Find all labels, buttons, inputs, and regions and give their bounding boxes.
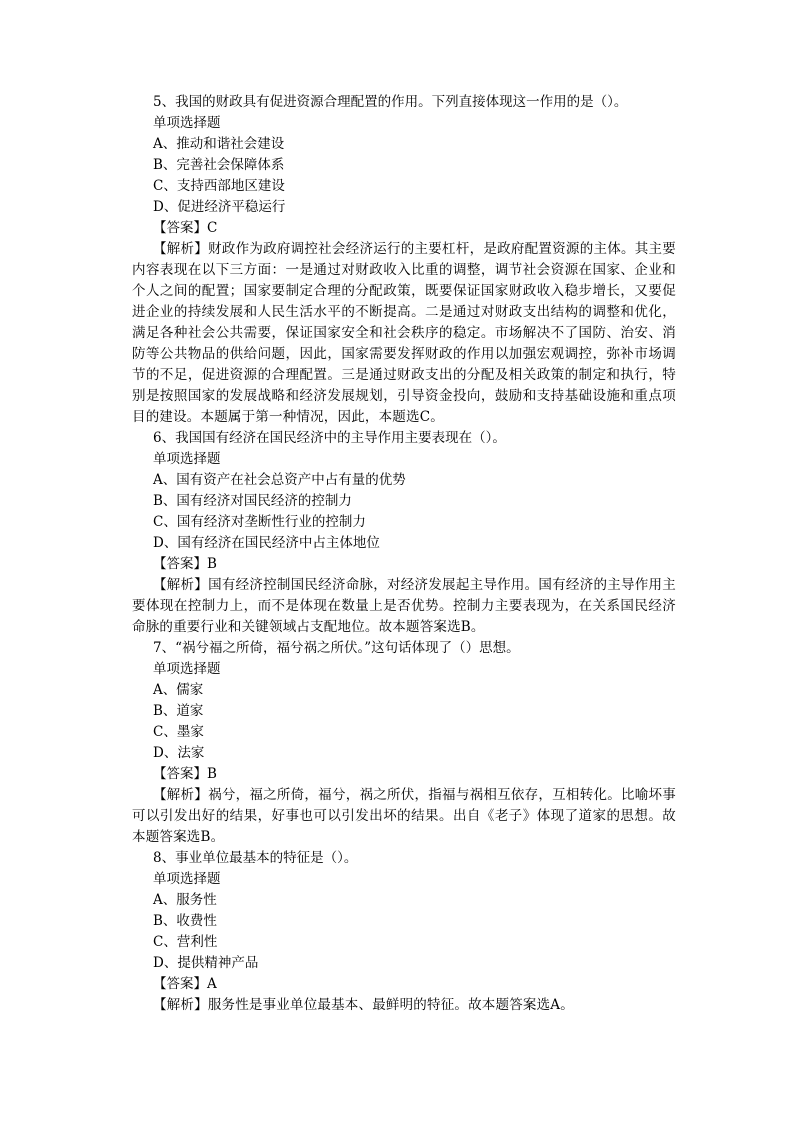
option-b: B、国有经济对国民经济的控制力 (153, 493, 352, 509)
option-c: C、墨家 (153, 724, 204, 740)
answer-line (153, 974, 694, 995)
option-c: C、国有经济对垄断性行业的控制力 (153, 514, 366, 530)
option-b: B、完善社会保障体系 (153, 157, 285, 173)
answer-value: A (207, 976, 217, 992)
option-a: A、国有资产在社会总资产中占有量的优势 (153, 472, 406, 488)
question-type: 单项选择题 (153, 871, 221, 887)
answer-line (153, 764, 694, 785)
question-6 (0, 428, 794, 638)
analysis-text: 服务性是事业单位最基本、最鲜明的特征。故本题答案选A。 (207, 997, 574, 1013)
analysis-label: 【解析】 (153, 577, 209, 593)
document-page (0, 92, 794, 1016)
answer-value: C (207, 220, 218, 236)
analysis-text: 祸兮，福之所倚，福兮，祸之所伏，指福与祸相互依存，互相转化。比喻坏事可以引发出好的结果，好事也可以引发出坏的结果。出自《老子》体现了道家的思想。故本题答案选B。 (132, 787, 676, 845)
option-c: C、支持西部地区建设 (153, 178, 285, 194)
analysis-text: 国有经济控制国民经济命脉，对经济发展起主导作用。国有经济的主导作用主要体现在控制力上，而不是体现在数量上是否优势。控制力主要表现为，在关系国民经济命脉的重要行业和关键领域占支配地位。故本题答案选B。 (132, 577, 676, 635)
option-a: A、推动和谐社会建设 (153, 136, 285, 152)
option-a: A、儒家 (153, 682, 204, 698)
question-stem: 6、我国国有经济在国民经济中的主导作用主要表现在（）。 (153, 430, 506, 446)
analysis-paragraph (132, 575, 676, 638)
analysis-paragraph (132, 785, 676, 848)
option-d: D、促进经济平稳运行 (153, 199, 286, 215)
option-b: B、收费性 (153, 913, 217, 929)
answer-label: 【答案】 (153, 766, 207, 782)
analysis-paragraph (132, 239, 676, 428)
question-7 (0, 638, 794, 848)
question-8 (0, 848, 794, 1016)
answer-value: B (207, 766, 217, 782)
answer-line (153, 554, 694, 575)
question-type: 单项选择题 (153, 115, 221, 131)
analysis-label: 【解析】 (153, 787, 209, 803)
option-b: B、道家 (153, 703, 204, 719)
answer-value: B (207, 556, 217, 572)
analysis-text: 财政作为政府调控社会经济运行的主要杠杆，是政府配置资源的主体。其主要内容表现在以下三方面：一是通过对财政收入比重的调整，调节社会资源在国家、企业和个人之间的配置；国家要制定合理的分配政策，既要保证国家财政收入稳步增长，又要促进企业的持续发展和人民生活水平的不断提高。二是通过对财政支出结构的调整和优化，满足各种社会公共需要，保证国家安全和社会秩序的稳定。市场解决不了国防、治安、消防等公共物品的供给问题，因此，国家需要发挥财政的作用以加强宏观调控，弥补市场调节的不足，促进资源的合理配置。三是通过财政支出的分配及相关政策的制定和执行，特别是按照国家的发展战略和经济发展规划，引导资金投向，鼓励和支持基础设施和重点项目的建设。本题属于第一种情况，因此，本题选C。 (132, 241, 676, 425)
answer-label: 【答案】 (153, 976, 207, 992)
option-d: D、法家 (153, 745, 205, 761)
question-stem: 5、我国的财政具有促进资源合理配置的作用。下列直接体现这一作用的是（）。 (153, 94, 628, 110)
answer-line (153, 218, 694, 239)
analysis-label: 【解析】 (153, 241, 209, 257)
question-type: 单项选择题 (153, 451, 221, 467)
option-d: D、提供精神产品 (153, 955, 259, 971)
question-stem: 7、“祸兮福之所倚，福兮祸之所伏。”这句话体现了（）思想。 (153, 640, 520, 656)
option-d: D、国有经济在国民经济中占主体地位 (153, 535, 380, 551)
option-c: C、营利性 (153, 934, 218, 950)
answer-label: 【答案】 (153, 556, 207, 572)
question-type: 单项选择题 (153, 661, 221, 677)
answer-label: 【答案】 (153, 220, 207, 236)
option-a: A、服务性 (153, 892, 217, 908)
analysis-label: 【解析】 (153, 997, 208, 1013)
question-stem: 8、事业单位最基本的特征是（）。 (153, 850, 358, 866)
analysis-paragraph (132, 995, 676, 1016)
question-5 (0, 92, 794, 428)
